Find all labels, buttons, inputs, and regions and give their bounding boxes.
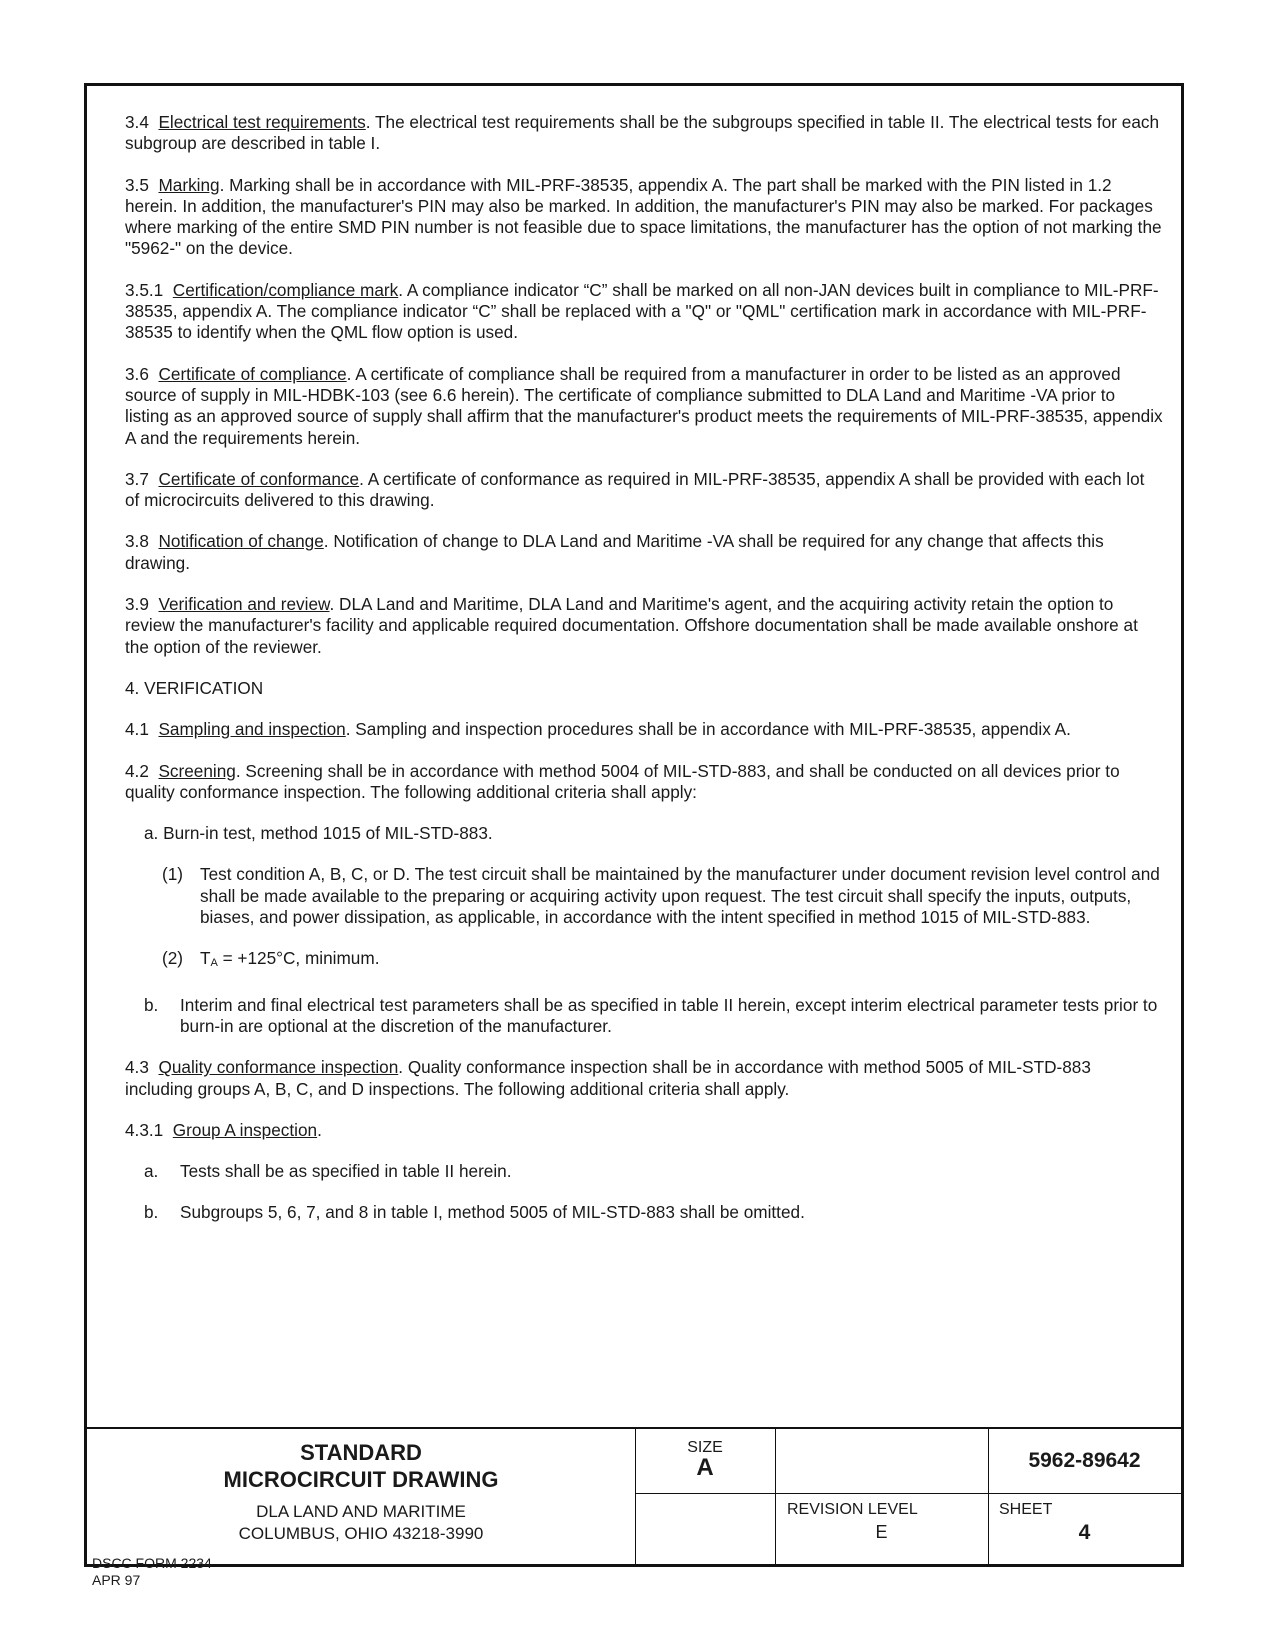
item-4-3-1-b [108, 1202, 1163, 1223]
paragraph-4-3-1 [108, 1120, 1163, 1141]
item-text: = +125°C, minimum. [217, 948, 380, 969]
item-4-2-a-2 [108, 948, 1163, 974]
section-title: Certificate of conformance [158, 468, 360, 489]
item-label: b. [144, 994, 159, 1015]
item-text: Subgroups 5, 6, 7, and 8 in table I, method 5005 of MIL-STD-883 shall be omitted. [180, 1202, 805, 1223]
item-text: Test condition A, B, C, or D. The test circuit shall be maintained by the manufacturer under document revision level control and shall be made available to the preparing or acquiring activity upon request. The test circuit shall specify the inputs, outputs, biases, and power dissipation, as applicable, in accordance with the intent specified in method 1015 of MIL-STD-883. [200, 864, 1160, 928]
paragraph-4-2 [108, 761, 1163, 804]
divider [635, 1493, 1181, 1494]
temperature-symbol: T [200, 948, 211, 969]
org-address: COLUMBUS, OHIO 43218-3990 [238, 1524, 484, 1543]
section-text: . Sampling and inspection procedures shall be in accordance with MIL-PRF-38535, appendix A. [345, 719, 1071, 740]
section-number: 3.6 [125, 363, 149, 384]
section-text: . A certificate of compliance shall be required from a manufacturer in order to be listed as an approved source of supply in MIL-HDBK-103 (see 6.6 herein). The certificate of compliance submitted to DLA Land and Maritime -VA prior to listing as an approved source of supply shall affirm that the manufacturer's product meets the requirements of MIL-PRF-38535, appendix A and the requirements herein. [125, 363, 1163, 448]
section-text: . Marking shall be in accordance with MIL-PRF-38535, appendix A. The part shall be marked with the PIN listed in 1.2 herein. In addition, the manufacturer's PIN may also be marked. In addition, the manufacturer's PIN may also be marked. For packages where marking of the entire SMD PIN number is not feasible due to space limitations, the manufacturer has the option of not marking the "5962-" on the device. [125, 174, 1162, 259]
section-title: Sampling and inspection [158, 719, 346, 740]
item-label: (2) [162, 948, 184, 969]
item-text: Interim and final electrical test parameters shall be as specified in table II herein, except interim electrical parameter tests prior to burn-in are optional at the discretion of the manufacturer. [180, 994, 1158, 1036]
paragraph-4-3 [108, 1057, 1163, 1100]
section-number: 3.9 [125, 594, 149, 615]
item-4-2-b [108, 995, 1163, 1038]
section-number: 3.7 [125, 468, 149, 489]
section-number: 4.1 [125, 719, 149, 740]
document-body [108, 112, 1163, 1244]
paragraph-3-5-1 [108, 280, 1163, 344]
section-text: . [317, 1119, 322, 1140]
paragraph-3-5 [108, 175, 1163, 260]
section-number: 3.5.1 [125, 279, 164, 300]
section-title: Verification and review [158, 594, 330, 615]
section-number: 4.3.1 [125, 1119, 164, 1140]
section-number: 3.4 [125, 112, 149, 132]
heading-verification: 4. VERIFICATION [125, 677, 264, 698]
paragraph-3-4 [108, 112, 1163, 155]
standard-label: STANDARD [300, 1440, 422, 1465]
section-text: . Notification of change to DLA Land and Maritime -VA shall be required for any change that affects this drawing. [125, 531, 1104, 573]
revision-label: REVISION LEVEL [787, 1501, 918, 1518]
section-title: Certification/compliance mark [172, 279, 399, 300]
section-text: . DLA Land and Maritime, DLA Land and Maritime's agent, and the acquiring activity retain the option to review the manufacturer's facility and applicable required documentation. Offshore documentation shall be made available onshore at the option of the reviewer. [125, 594, 1138, 657]
section-number: 4.2 [125, 760, 149, 781]
section-text: . Quality conformance inspection shall be in accordance with method 5005 of MIL-STD-883 including groups A, B, C, and D inspections. The following additional criteria shall apply. [125, 1057, 1091, 1099]
section-text: . Screening shall be in accordance with method 5004 of MIL-STD-883, and shall be conducted on all devices prior to quality conformance inspection. The following additional criteria shall apply: [125, 760, 1120, 802]
section-text: . A compliance indicator “C” shall be marked on all non-JAN devices built in compliance to MIL-PRF-38535, appendix A. The compliance indicator “C” shall be replaced with a "Q" or "QML" certification mark in accordance with MIL-PRF-38535 to identify when the QML flow option is used. [125, 279, 1159, 343]
size-label: SIZE [687, 1439, 723, 1456]
paragraph-4-1 [108, 719, 1163, 740]
item-label: a. [144, 1161, 159, 1182]
form-date: APR 97 [92, 1572, 141, 1588]
section-text: . The electrical test requirements shall be the subgroups specified in table II. The electrical tests for each subgroup are described in table I. [125, 112, 1160, 154]
item-4-2-a: a. Burn-in test, method 1015 of MIL-STD-883. [144, 823, 493, 844]
item-label: (1) [162, 864, 184, 885]
form-footer [92, 1555, 212, 1589]
sheet-value: 4 [1078, 1521, 1091, 1544]
title-block [87, 1427, 1181, 1564]
drawing-label: MICROCIRCUIT DRAWING [223, 1467, 499, 1492]
temperature-subscript: A [210, 957, 218, 970]
section-title: Electrical test requirements [158, 112, 366, 132]
section-number: 4.3 [125, 1057, 149, 1078]
section-title: Marking [158, 174, 220, 195]
sheet-label: SHEET [999, 1501, 1053, 1518]
item-4-3-1-a [108, 1161, 1163, 1182]
item-4-2-a-1 [108, 864, 1163, 928]
item-label: b. [144, 1202, 159, 1223]
section-text: . A certificate of conformance as required in MIL-PRF-38535, appendix A shall be provided with each lot of microcircuits delivered to this drawing. [125, 468, 1145, 511]
paragraph-3-9 [108, 594, 1163, 658]
paragraph-3-6 [108, 364, 1163, 449]
divider [775, 1429, 776, 1564]
paragraph-3-7 [108, 469, 1163, 512]
section-title: Notification of change [158, 531, 324, 552]
size-value: A [696, 1454, 714, 1481]
form-number: DSCC FORM 2234 [92, 1555, 212, 1571]
revision-value: E [875, 1522, 888, 1542]
section-number: 3.5 [125, 174, 149, 195]
section-title: Screening [158, 760, 236, 781]
item-text: Tests shall be as specified in table II herein. [180, 1161, 512, 1182]
section-title: Certificate of compliance [158, 363, 347, 384]
paragraph-3-8 [108, 531, 1163, 574]
document-number: 5962-89642 [1028, 1449, 1141, 1472]
section-title: Quality conformance inspection [158, 1057, 399, 1078]
section-number: 3.8 [125, 531, 149, 552]
org-name: DLA LAND AND MARITIME [256, 1502, 466, 1521]
section-title: Group A inspection [172, 1119, 318, 1140]
